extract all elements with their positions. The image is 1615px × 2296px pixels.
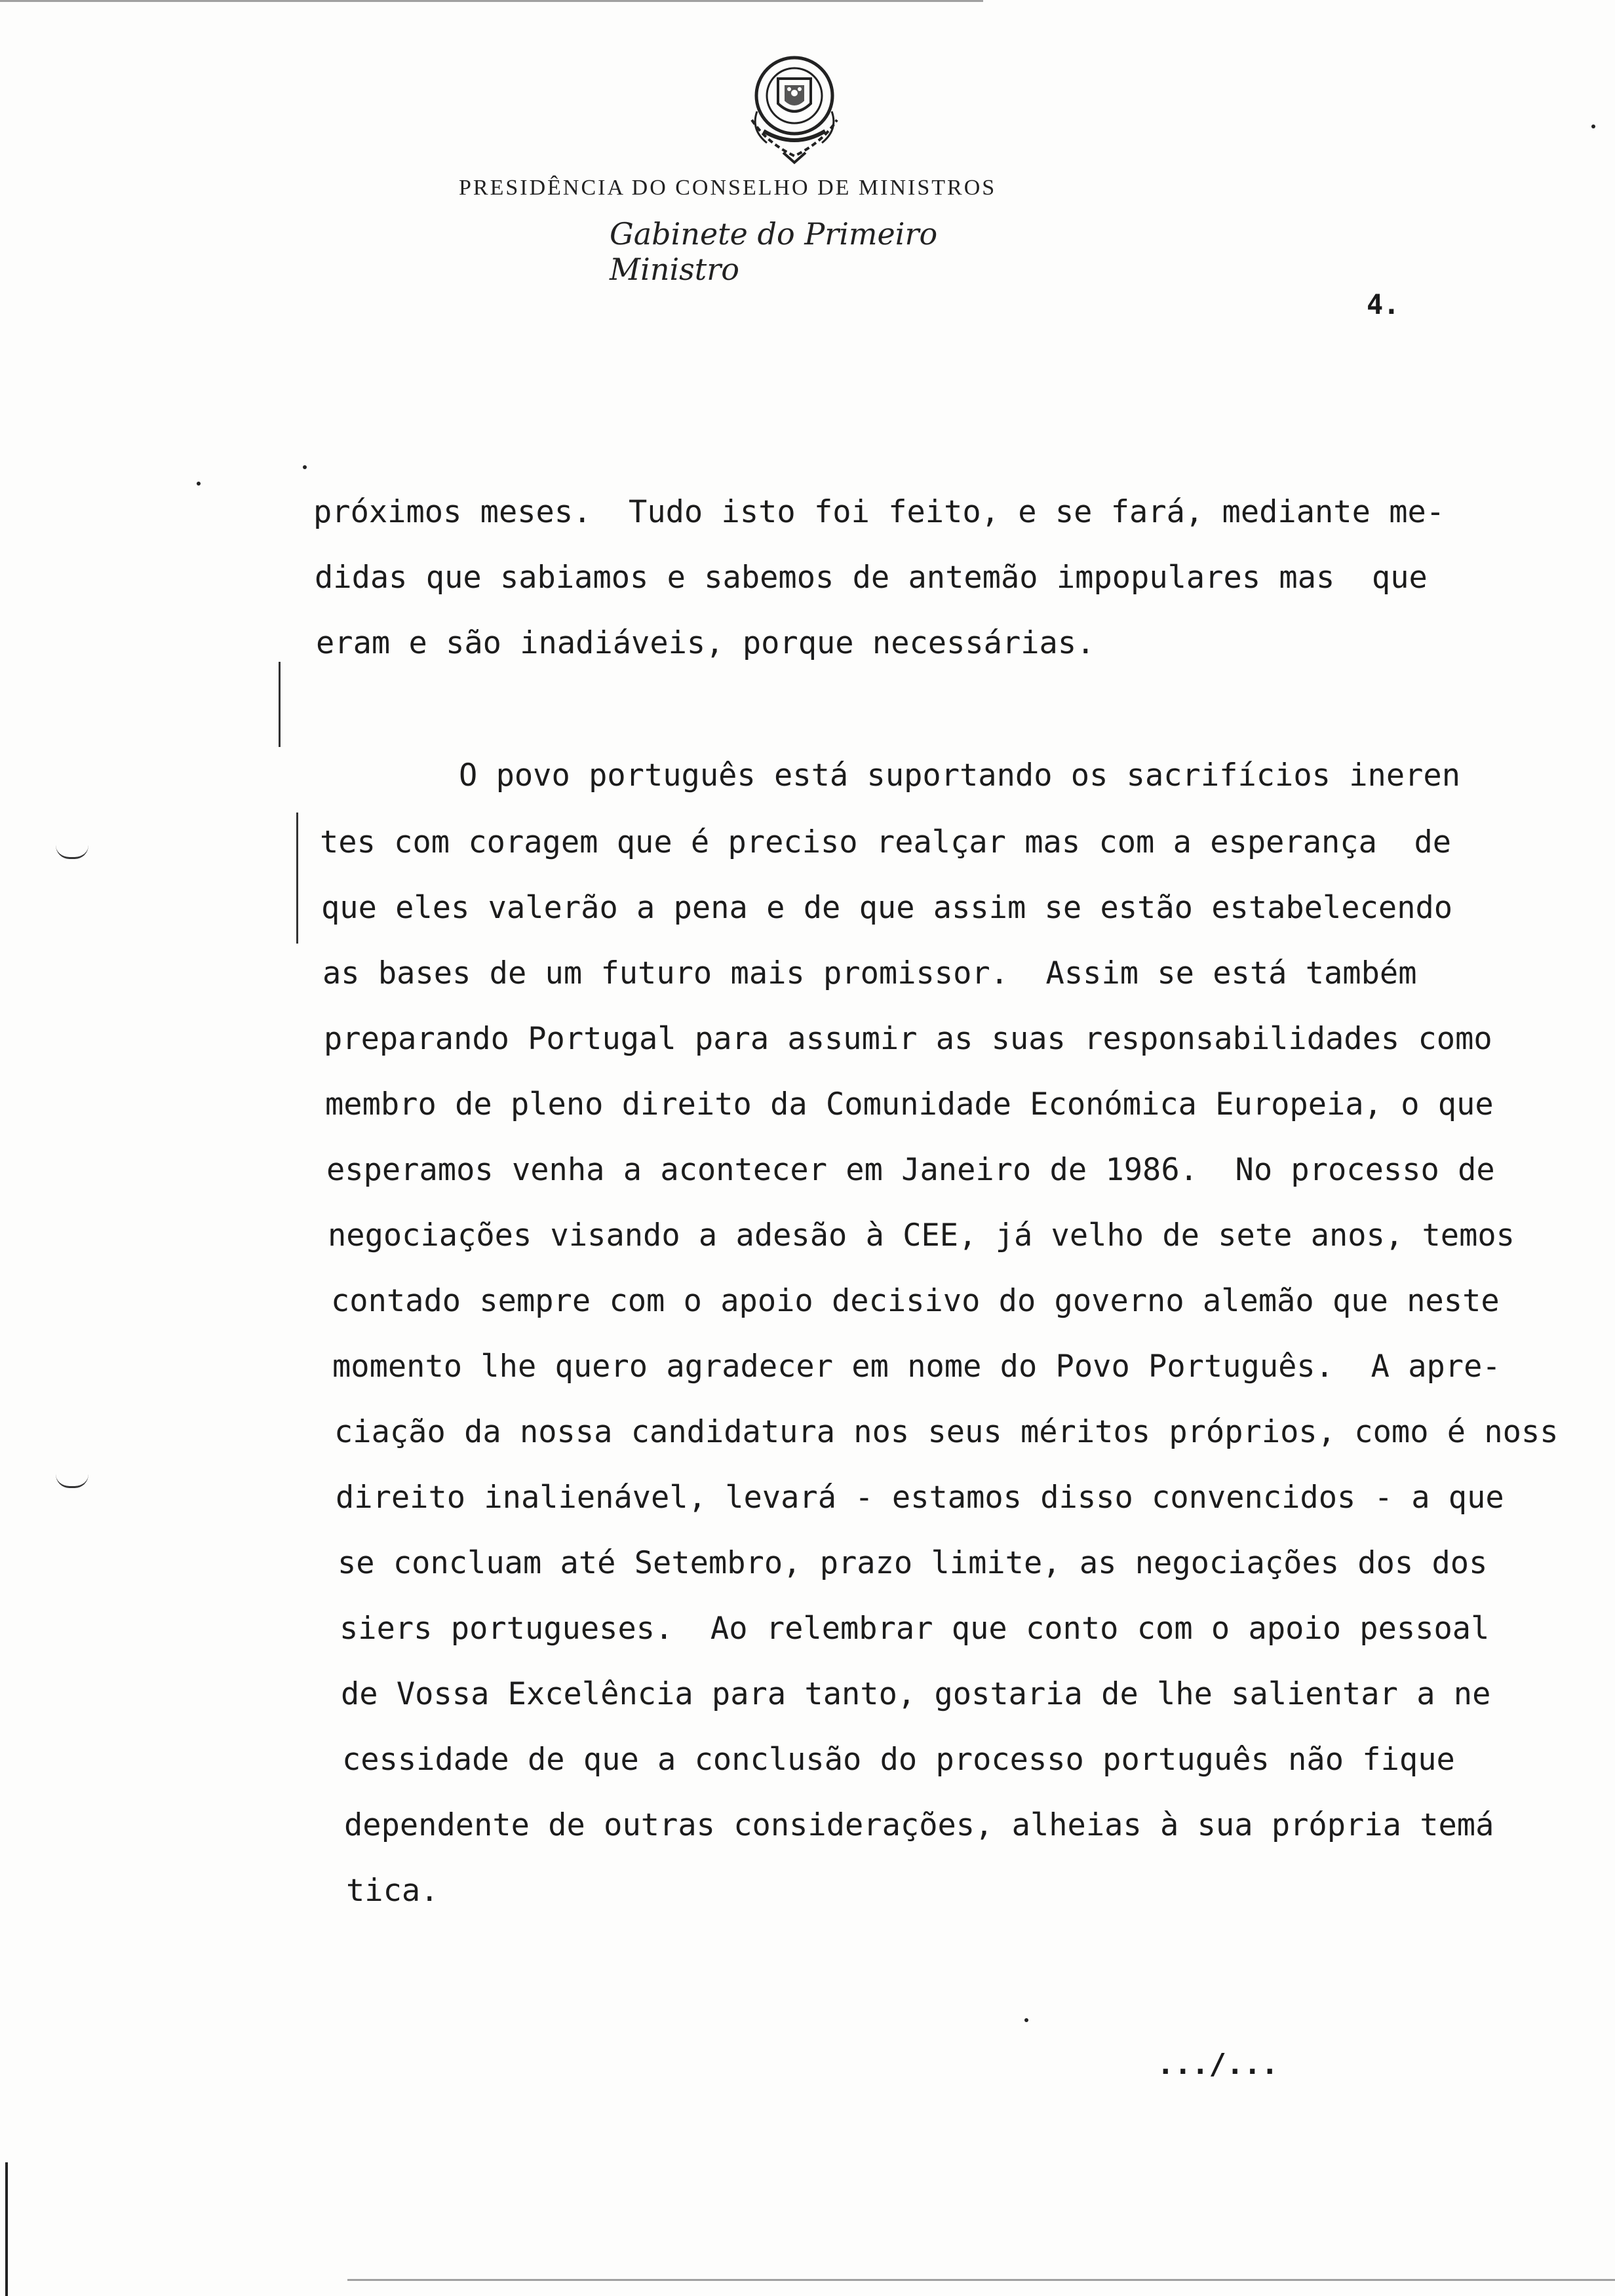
scan-speck xyxy=(1591,124,1595,128)
paragraph-2-line-15: de Vossa Excelência para tanto, gostaria de lhe salientar a ne xyxy=(341,1676,1491,1712)
scan-speck xyxy=(197,482,201,486)
paragraph-2-line-16: cessidade de que a conclusão do processo português não fique xyxy=(342,1742,1455,1778)
paragraph-2-line-2: tes com coragem que é preciso realçar mas com a esperança de xyxy=(320,824,1452,860)
paragraph-2-line-6: membro de pleno direito da Comunidade Económica Europeia, o que xyxy=(325,1086,1494,1122)
scan-speck xyxy=(1024,2018,1028,2022)
paragraph-1-line-2: didas que sabiamos e sabemos de antemão impopulares mas que xyxy=(315,560,1428,596)
paragraph-2-line-17: dependente de outras considerações, alheias à sua própria temá xyxy=(344,1807,1494,1843)
scan-edge-left xyxy=(5,2162,8,2296)
cabinet-name: Gabinete do Primeiro Ministro xyxy=(610,216,938,287)
paragraph-2-line-5: preparando Portugal para assumir as suas responsabilidades como xyxy=(324,1021,1492,1057)
paragraph-2-line-8: negociações visando a adesão à CEE, já velho de sete anos, temos xyxy=(328,1217,1515,1253)
paragraph-2-line-13: se concluam até Setembro, prazo limite, as negociações dos dos xyxy=(338,1545,1488,1581)
paragraph-2-line-10: momento lhe quero agradecer em nome do Povo Português. A apre- xyxy=(332,1349,1501,1385)
paragraph-2-line-1: O povo português está suportando os sacrifícios ineren xyxy=(459,757,1461,794)
page-number: 4. xyxy=(1367,288,1400,320)
margin-mark xyxy=(56,1474,88,1488)
scan-speck xyxy=(303,465,307,469)
paragraph-1-line-3: eram e são inadiáveis, porque necessárias. xyxy=(316,625,1095,661)
paragraph-2-line-7: esperamos venha a acontecer em Janeiro de 1986. No processo de xyxy=(326,1152,1495,1188)
scan-edge-bottom xyxy=(347,2279,1615,2281)
paragraph-2-line-12: direito inalienável, levará - estamos disso convencidos - a que xyxy=(336,1480,1504,1516)
scan-edge-top xyxy=(0,0,983,2)
paragraph-2-line-3: que eles valerão a pena e de que assim se estão estabelecendo xyxy=(321,890,1453,926)
paragraph-2-line-11: ciação da nossa candidatura nos seus méritos próprios, como é noss xyxy=(334,1414,1559,1450)
portuguese-coat-of-arms-icon xyxy=(737,51,852,169)
paragraph-2-line-4: as bases de um futuro mais promissor. Assim se está também xyxy=(322,955,1417,991)
margin-mark xyxy=(296,813,298,944)
margin-mark xyxy=(56,845,88,859)
paragraph-1-line-1: próximos meses. Tudo isto foi feito, e se fará, mediante me- xyxy=(313,494,1445,530)
continuation-mark: .../... xyxy=(1157,2048,1279,2081)
paragraph-2-line-9: contado sempre com o apoio decisivo do governo alemão que neste xyxy=(331,1283,1500,1319)
paragraph-2-line-18: tica. xyxy=(346,1873,439,1909)
paragraph-2-line-14: siers portugueses. Ao relembrar que conto com o apoio pessoal xyxy=(340,1611,1490,1647)
institution-name: PRESIDÊNCIA DO CONSELHO DE MINISTROS xyxy=(459,176,997,200)
margin-mark xyxy=(279,662,281,747)
